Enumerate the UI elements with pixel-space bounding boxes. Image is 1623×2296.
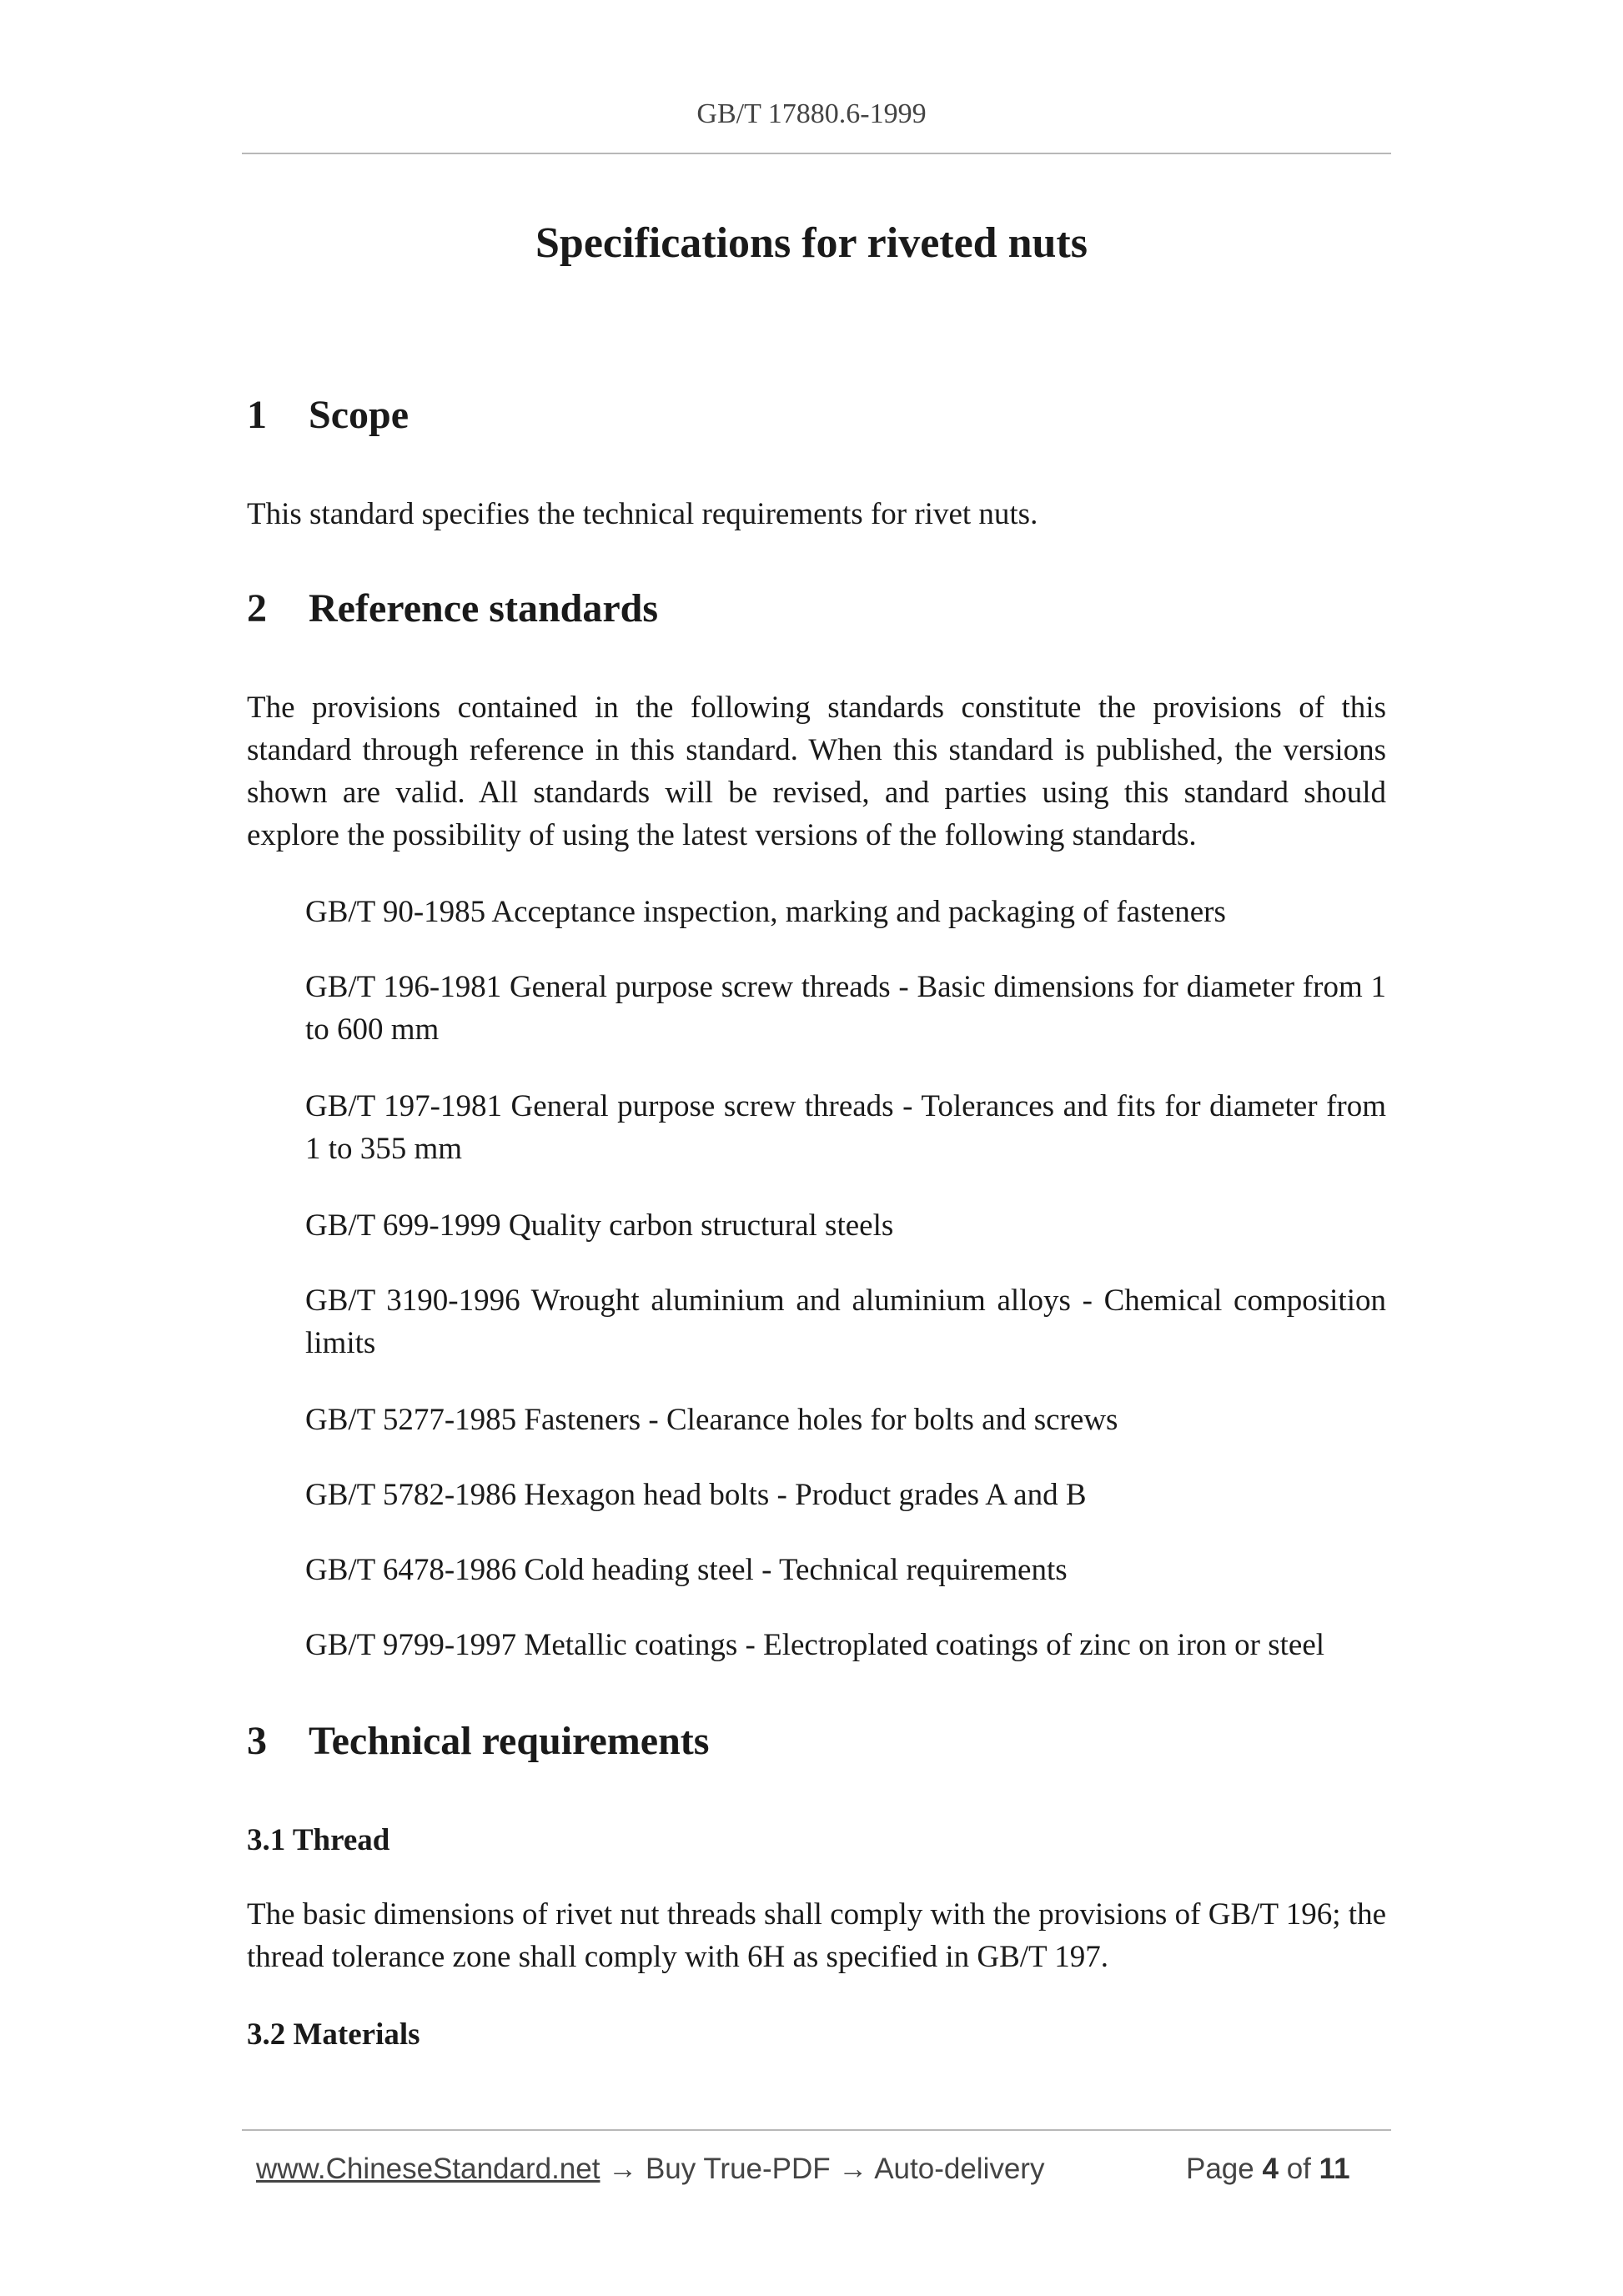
section-number: 2 [247,586,267,631]
thread-paragraph: The basic dimensions of rivet nut threads shall comply with the provisions of GB/T 196; the thread tolerance zone shall comply with 6H as specified in GB/T 197. [247,1897,1386,1974]
footer-promo [256,2153,1044,2186]
section-heading-reference-standards [247,585,658,631]
reference-item: GB/T 6478-1986 Cold heading steel - Technical requirements [305,1553,1068,1587]
reference-intro-paragraph: The provisions contained in the following standards constitute the provisions of this standard through reference in this standard. When this standard is published, the versions shown are valid. All standards will be revised, and parties using this standard should explore the possibility of using the latest versions of the following standards. [247,691,1386,852]
page-label: Page [1186,2153,1254,2185]
reference-item: GB/T 699-1999 Quality carbon structural steels [305,1208,894,1243]
subsection-heading-thread: 3.1 Thread [247,1823,390,1857]
arrow-right-icon: → [838,2153,868,2185]
footer-divider [242,2129,1391,2131]
reference-item: GB/T 197-1981 General purpose screw threads - Tolerances and fits for diameter from 1 to 355 mm [305,1089,1386,1166]
website-link[interactable]: www.ChineseStandard.net [256,2153,600,2185]
current-page-number: 4 [1262,2153,1279,2185]
reference-item: GB/T 196-1981 General purpose screw threads - Basic dimensions for diameter from 1 to 600 mm [305,970,1386,1047]
document-title: Specifications for riveted nuts [535,219,1088,267]
header-standard-code: GB/T 17880.6-1999 [696,98,927,129]
reference-item: GB/T 3190-1996 Wrought aluminium and aluminium alloys - Chemical composition limits [305,1284,1386,1360]
section-heading-scope [247,392,409,438]
auto-delivery-text: Auto-delivery [874,2153,1045,2185]
section-number: 3 [247,1719,267,1763]
arrow-right-icon: → [608,2153,638,2185]
total-pages-number: 11 [1319,2153,1350,2185]
scope-paragraph: This standard specifies the technical requirements for rivet nuts. [247,497,1038,531]
reference-item: GB/T 90-1985 Acceptance inspection, marking and packaging of fasteners [305,895,1226,929]
buy-true-pdf-text: Buy True-PDF [645,2153,831,2185]
reference-item: GB/T 9799-1997 Metallic coatings - Electroplated coatings of zinc on iron or steel [305,1628,1325,1662]
section-title: Reference standards [309,586,659,631]
subsection-heading-materials: 3.2 Materials [247,2017,420,2052]
of-label: of [1286,2153,1311,2185]
section-number: 1 [247,393,267,437]
page-indicator [1186,2153,1350,2186]
section-title: Technical requirements [309,1719,710,1763]
reference-item: GB/T 5277-1985 Fasteners - Clearance holes for bolts and screws [305,1403,1118,1437]
section-title: Scope [309,393,409,437]
header-divider [242,153,1391,154]
reference-item: GB/T 5782-1986 Hexagon head bolts - Product grades A and B [305,1478,1087,1512]
section-heading-technical-requirements [247,1718,709,1764]
